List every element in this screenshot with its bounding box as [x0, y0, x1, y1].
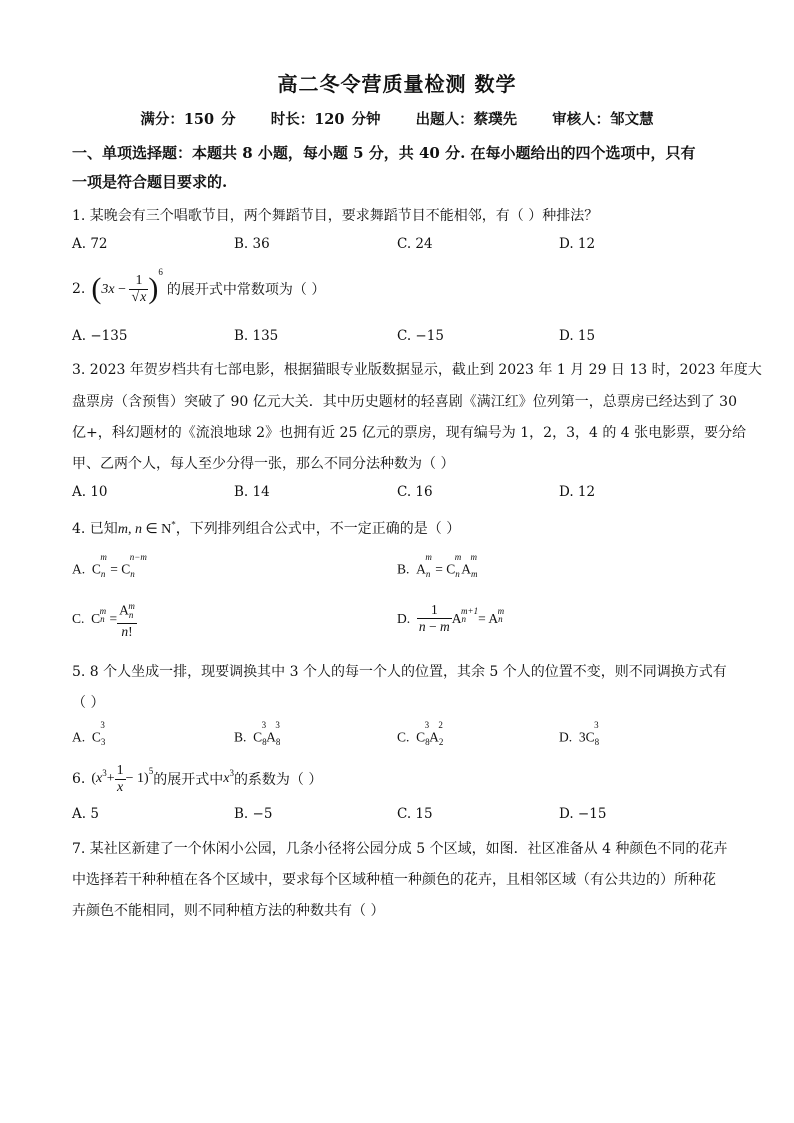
q1-option-b[interactable]: B. 36	[234, 236, 270, 252]
q2-expression: (3x − $\frac{1}{√x}$ )$^6$	[91, 267, 163, 305]
q3-option-b[interactable]: B. 14	[234, 484, 270, 500]
q1-option-c[interactable]: C. 24	[397, 236, 433, 252]
exam-meta	[0, 108, 794, 129]
q7-line-3: 卉颜色不能相同，则不同种植方法的种数共有（ ）	[72, 903, 385, 919]
q3-option-d[interactable]: D. 12	[559, 484, 596, 500]
q5-line-1: 5. 8 个人坐成一排，现要调换其中 3 个人的每一个人的位置，其余 5 个人的位置不变，则不同调换方式有	[72, 664, 727, 680]
q4-prefix: 4. 已知	[72, 521, 118, 537]
section-heading-line1: 一、单项选择题：本题共 8 小题，每小题 5 分，共 40 分. 在每小题给出的四个选项中，只有	[72, 144, 696, 162]
full-score: 满分：150 分	[140, 111, 236, 128]
q2-stem-tail: 的展开式中常数项为（ ）	[166, 282, 326, 298]
duration: 时长：120 分钟	[270, 111, 381, 128]
q2-option-d[interactable]: D. 15	[559, 328, 596, 344]
q4-option-c[interactable]: C. C n $^m$ = $\frac{A_n^m}{n!}$	[72, 598, 137, 640]
q5-line-2: （ ）	[72, 695, 105, 711]
q6-suffix: 的展开式中	[153, 772, 224, 788]
q3-line-1: 3. 2023 年贺岁档共有七部电影，根据猫眼专业版数据显示，截止到 2023 年 1 月 29 日 13 时，2023 年度大	[72, 362, 762, 378]
q2-option-a[interactable]: A. −135	[72, 328, 128, 344]
reviewer: 审核人：邹文慧	[552, 111, 654, 128]
q6-number: 6.	[72, 771, 86, 787]
q6-stem: 6. ( x $^3$ + $\frac{1}{x}$ − 1) $^5$ 的展开式中 x $^3$ 的系数为（ ）	[72, 762, 323, 795]
q4-suffix: ，下列排列组合公式中，不一定正确的是（ ）	[175, 521, 461, 537]
q6-option-b[interactable]: B. −5	[234, 806, 273, 822]
q3-option-c[interactable]: C. 16	[397, 484, 433, 500]
q6-suffix2: 的系数为（ ）	[233, 772, 323, 788]
exam-title: 高二冬令营质量检测 数学	[277, 72, 517, 96]
q3-line-2: 盘票房（含预售）突破了 90 亿元大关．其中历史题材的轻喜剧《满江红》位列第一，总票房已经达到了 30	[72, 394, 737, 410]
q4-option-b[interactable]: B. $A_n^m = C_n^mA_m^m$	[397, 552, 478, 580]
section-heading-line2: 一项是符合题目要求的.	[72, 173, 228, 191]
q1-option-d[interactable]: D. 12	[559, 236, 596, 252]
author: 出题人：蔡璞先	[415, 111, 518, 128]
q3-line-3: 亿+，科幻题材的《流浪地球 2》也拥有近 25 亿元的票房，现有编号为 1，2，3，4 的 4 张电影票，要分给	[72, 425, 747, 441]
q5-option-d[interactable]: D. $3C_8^3$	[559, 720, 600, 748]
q1-option-a[interactable]: A. 72	[72, 236, 108, 252]
q2-option-c[interactable]: C. −15	[397, 328, 444, 344]
q7-line-2: 中选择若干种种植在各个区域中，要求每个区域种植一种颜色的花卉，且相邻区域（有公共边的）所种花	[72, 872, 716, 888]
q3-line-4: 甲、乙两个人，每人至少分得一张，那么不同分法种数为（ ）	[72, 456, 455, 472]
q4-option-d[interactable]: D. $\frac{1}{n - m}$ A n $^{m+1}$ = A n $^m$	[397, 602, 505, 634]
q2-stem	[72, 266, 325, 312]
q5-option-c[interactable]: C. $C_8^3A_2^2$	[397, 720, 444, 748]
q5-option-a[interactable]: A. $C_3^3$	[72, 720, 106, 748]
q2-option-b[interactable]: B. 135	[234, 328, 279, 344]
q1-stem: 1. 某晚会有三个唱歌节目，两个舞蹈节目，要求舞蹈节目不能相邻，有（ ）种排法？	[72, 208, 599, 224]
q6-option-a[interactable]: A. 5	[72, 806, 99, 822]
q3-option-a[interactable]: A. 10	[72, 484, 108, 500]
q6-expression: ( x $^3$ + $\frac{1}{x}$ − 1) $^5$	[91, 762, 154, 795]
q4-option-a[interactable]: A. $C_n^m = C_n^{n-m}$	[72, 552, 147, 580]
q4-stem: 4. 已知m, n ∈ N*，下列排列组合公式中，不一定正确的是（ ）	[72, 519, 461, 537]
q6-option-d[interactable]: D. −15	[559, 806, 607, 822]
q2-number: 2.	[72, 281, 86, 297]
q7-line-1: 7. 某社区新建了一个休闲小公园，几条小径将公园分成 5 个区域，如图．社区准备从 4 种颜色不同的花卉	[72, 841, 728, 857]
q6-option-c[interactable]: C. 15	[397, 806, 433, 822]
q5-option-b[interactable]: B. $C_8^3A_8^3$	[234, 720, 281, 748]
